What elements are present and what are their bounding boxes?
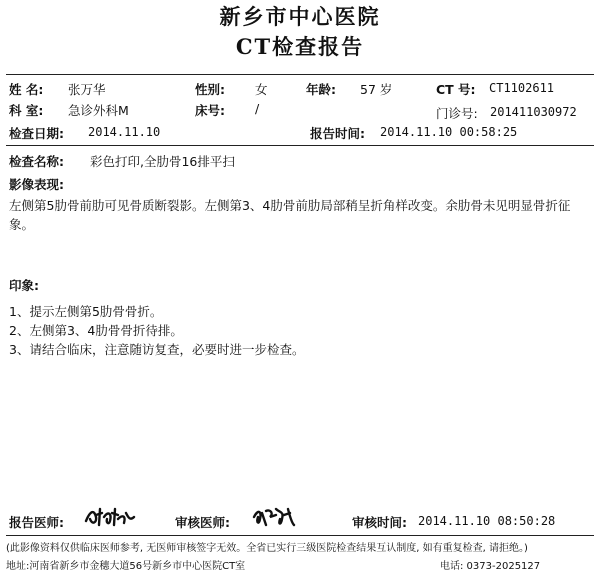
divider-footer [6,535,594,536]
department-label: 科 室: [9,103,44,118]
impression-item-2: 2、左侧第3、4肋骨骨折待排。 [9,323,183,338]
reviewer-label: 审核医师: [175,515,230,530]
findings-text: 左侧第5肋骨前肋可见骨质断裂影。左侧第3、4肋骨前肋局部稍呈折角样改变。余肋骨未见明显骨折征象。 [9,198,571,232]
reviewer-signature [250,503,298,531]
report-title: CT检查报告 [235,34,365,59]
ct-number: CT1102611 [489,81,555,95]
divider-info [6,145,594,146]
findings-label: 影像表现: [9,177,64,192]
impression-label: 印象: [9,278,39,293]
reporter-label: 报告医师: [9,515,64,530]
sex-label: 性别: [195,82,225,97]
sex-value: 女 [255,82,268,97]
exam-name: 彩色打印,全肋骨16排平扫 [90,154,235,169]
impression-item-1: 1、提示左侧第5肋骨骨折。 [9,304,163,319]
hospital-address: 地址:河南省新乡市金穗大道56号新乡市中心医院CT室 [6,561,246,572]
patient-name: 张万华 [68,82,106,97]
clinic-number: 201411030972 [490,105,577,119]
disclaimer-notice: (此影像资料仅供临床医师参考, 无医师审核签字无效。全省已实行三级医院检查结果互认制度, 如有重复检查, 请拒绝。) [6,543,528,554]
age-value: 57 岁 [360,82,393,97]
age-label: 年龄: [306,82,336,97]
exam-date: 2014.11.10 [88,125,161,139]
report-time-label: 报告时间: [310,126,365,141]
impression-item-3: 3、请结合临床，注意随访复查，必要时进一步检查。 [9,342,305,357]
bed-label: 床号: [195,103,225,118]
review-time-label: 审核时间: [352,515,407,530]
reporter-signature [82,503,138,531]
review-time: 2014.11.10 08:50:28 [418,514,556,528]
divider-top [6,74,594,75]
exam-date-label: 检查日期: [9,126,64,141]
ct-number-label: CT 号: [436,82,476,97]
hospital-name: 新乡市中心医院 [219,4,381,29]
bed-value: / [255,101,260,116]
department: 急诊外科M [68,103,129,118]
report-time: 2014.11.10 00:58:25 [380,125,518,139]
clinic-number-label: 门诊号: [436,106,478,121]
patient-name-label: 姓 名: [9,82,44,97]
hospital-phone: 电话: 0373-2025127 [440,561,541,572]
exam-name-label: 检查名称: [9,154,64,169]
